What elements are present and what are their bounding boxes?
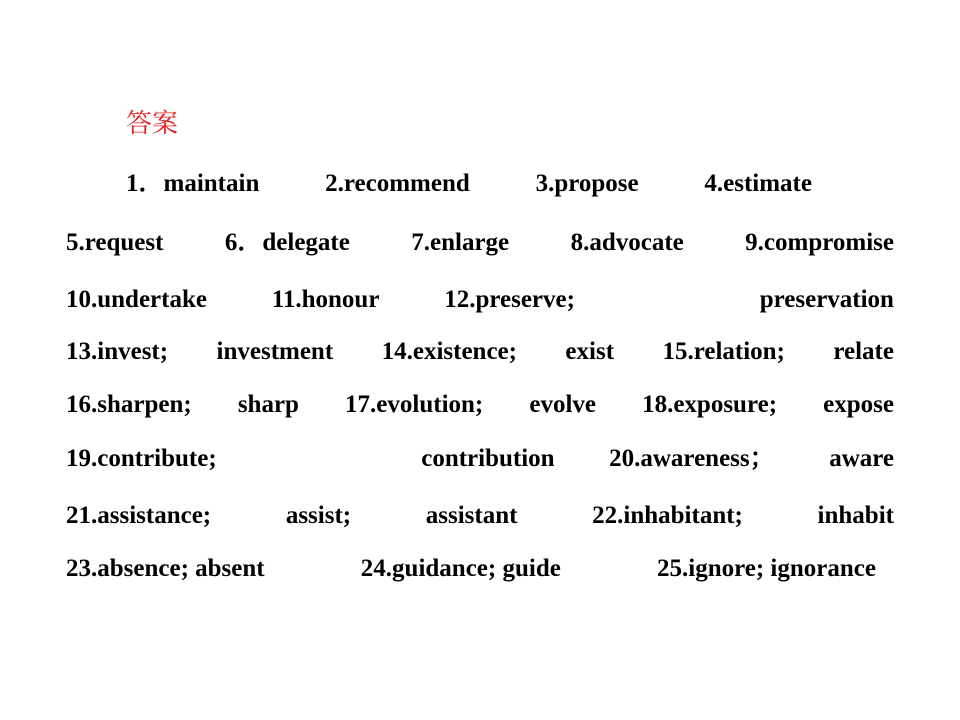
answer-item: 19.contribute;	[66, 445, 217, 472]
answer-item: 25.ignore; ignorance	[657, 555, 876, 582]
answer-item: investment	[216, 338, 334, 365]
answer-heading: 答案	[126, 109, 179, 139]
answer-item: 13.invest;	[66, 338, 169, 365]
answer-line-7	[66, 499, 894, 533]
answer-item: 5.request	[66, 229, 164, 256]
answer-item: 2.recommend	[325, 170, 470, 197]
answer-item: 4.estimate	[704, 170, 812, 197]
answer-item: contribution	[421, 445, 555, 472]
answer-item: 16.sharpen;	[66, 391, 192, 418]
answer-item: assistant	[425, 502, 518, 529]
answer-item: relate	[833, 338, 894, 365]
answer-item: preservation	[759, 286, 894, 313]
answer-item: 15.relation;	[662, 338, 785, 365]
answer-item: 23.absence; absent	[66, 555, 265, 582]
answer-item: 24.guidance; guide	[360, 555, 561, 582]
answer-item: 1．maintain	[126, 170, 260, 197]
answer-item: 7.enlarge	[411, 229, 510, 256]
answer-item: 21.assistance;	[66, 502, 212, 529]
answer-line-2	[66, 226, 894, 260]
answer-item: 6．delegate	[224, 229, 350, 256]
answer-item: exist	[565, 338, 615, 365]
answer-line-5	[66, 388, 894, 422]
answer-item: aware	[829, 445, 894, 472]
answer-item: 8.advocate	[570, 229, 684, 256]
answer-item: 10.undertake	[66, 286, 207, 313]
answer-item: 22.inhabitant;	[592, 502, 743, 529]
answer-item: 20.awareness；	[609, 445, 775, 472]
answer-item: 3.propose	[535, 170, 639, 197]
answer-item: sharp	[237, 391, 299, 418]
answer-item: 18.exposure;	[642, 391, 778, 418]
answer-item: 14.existence;	[381, 338, 517, 365]
answer-line-6	[66, 442, 894, 476]
answer-item: 17.evolution;	[345, 391, 484, 418]
answer-line-1	[126, 167, 812, 201]
answer-item: 11.honour	[271, 286, 380, 313]
answer-item: inhabit	[817, 502, 894, 529]
answer-item: 12.preserve;	[444, 286, 575, 313]
answer-item: assist;	[285, 502, 352, 529]
answer-item: evolve	[529, 391, 596, 418]
answer-item: 9.compromise	[745, 229, 894, 256]
answer-item: expose	[823, 391, 894, 418]
answer-line-8	[66, 552, 876, 586]
answer-line-4	[66, 335, 894, 369]
answer-line-3	[66, 283, 894, 317]
